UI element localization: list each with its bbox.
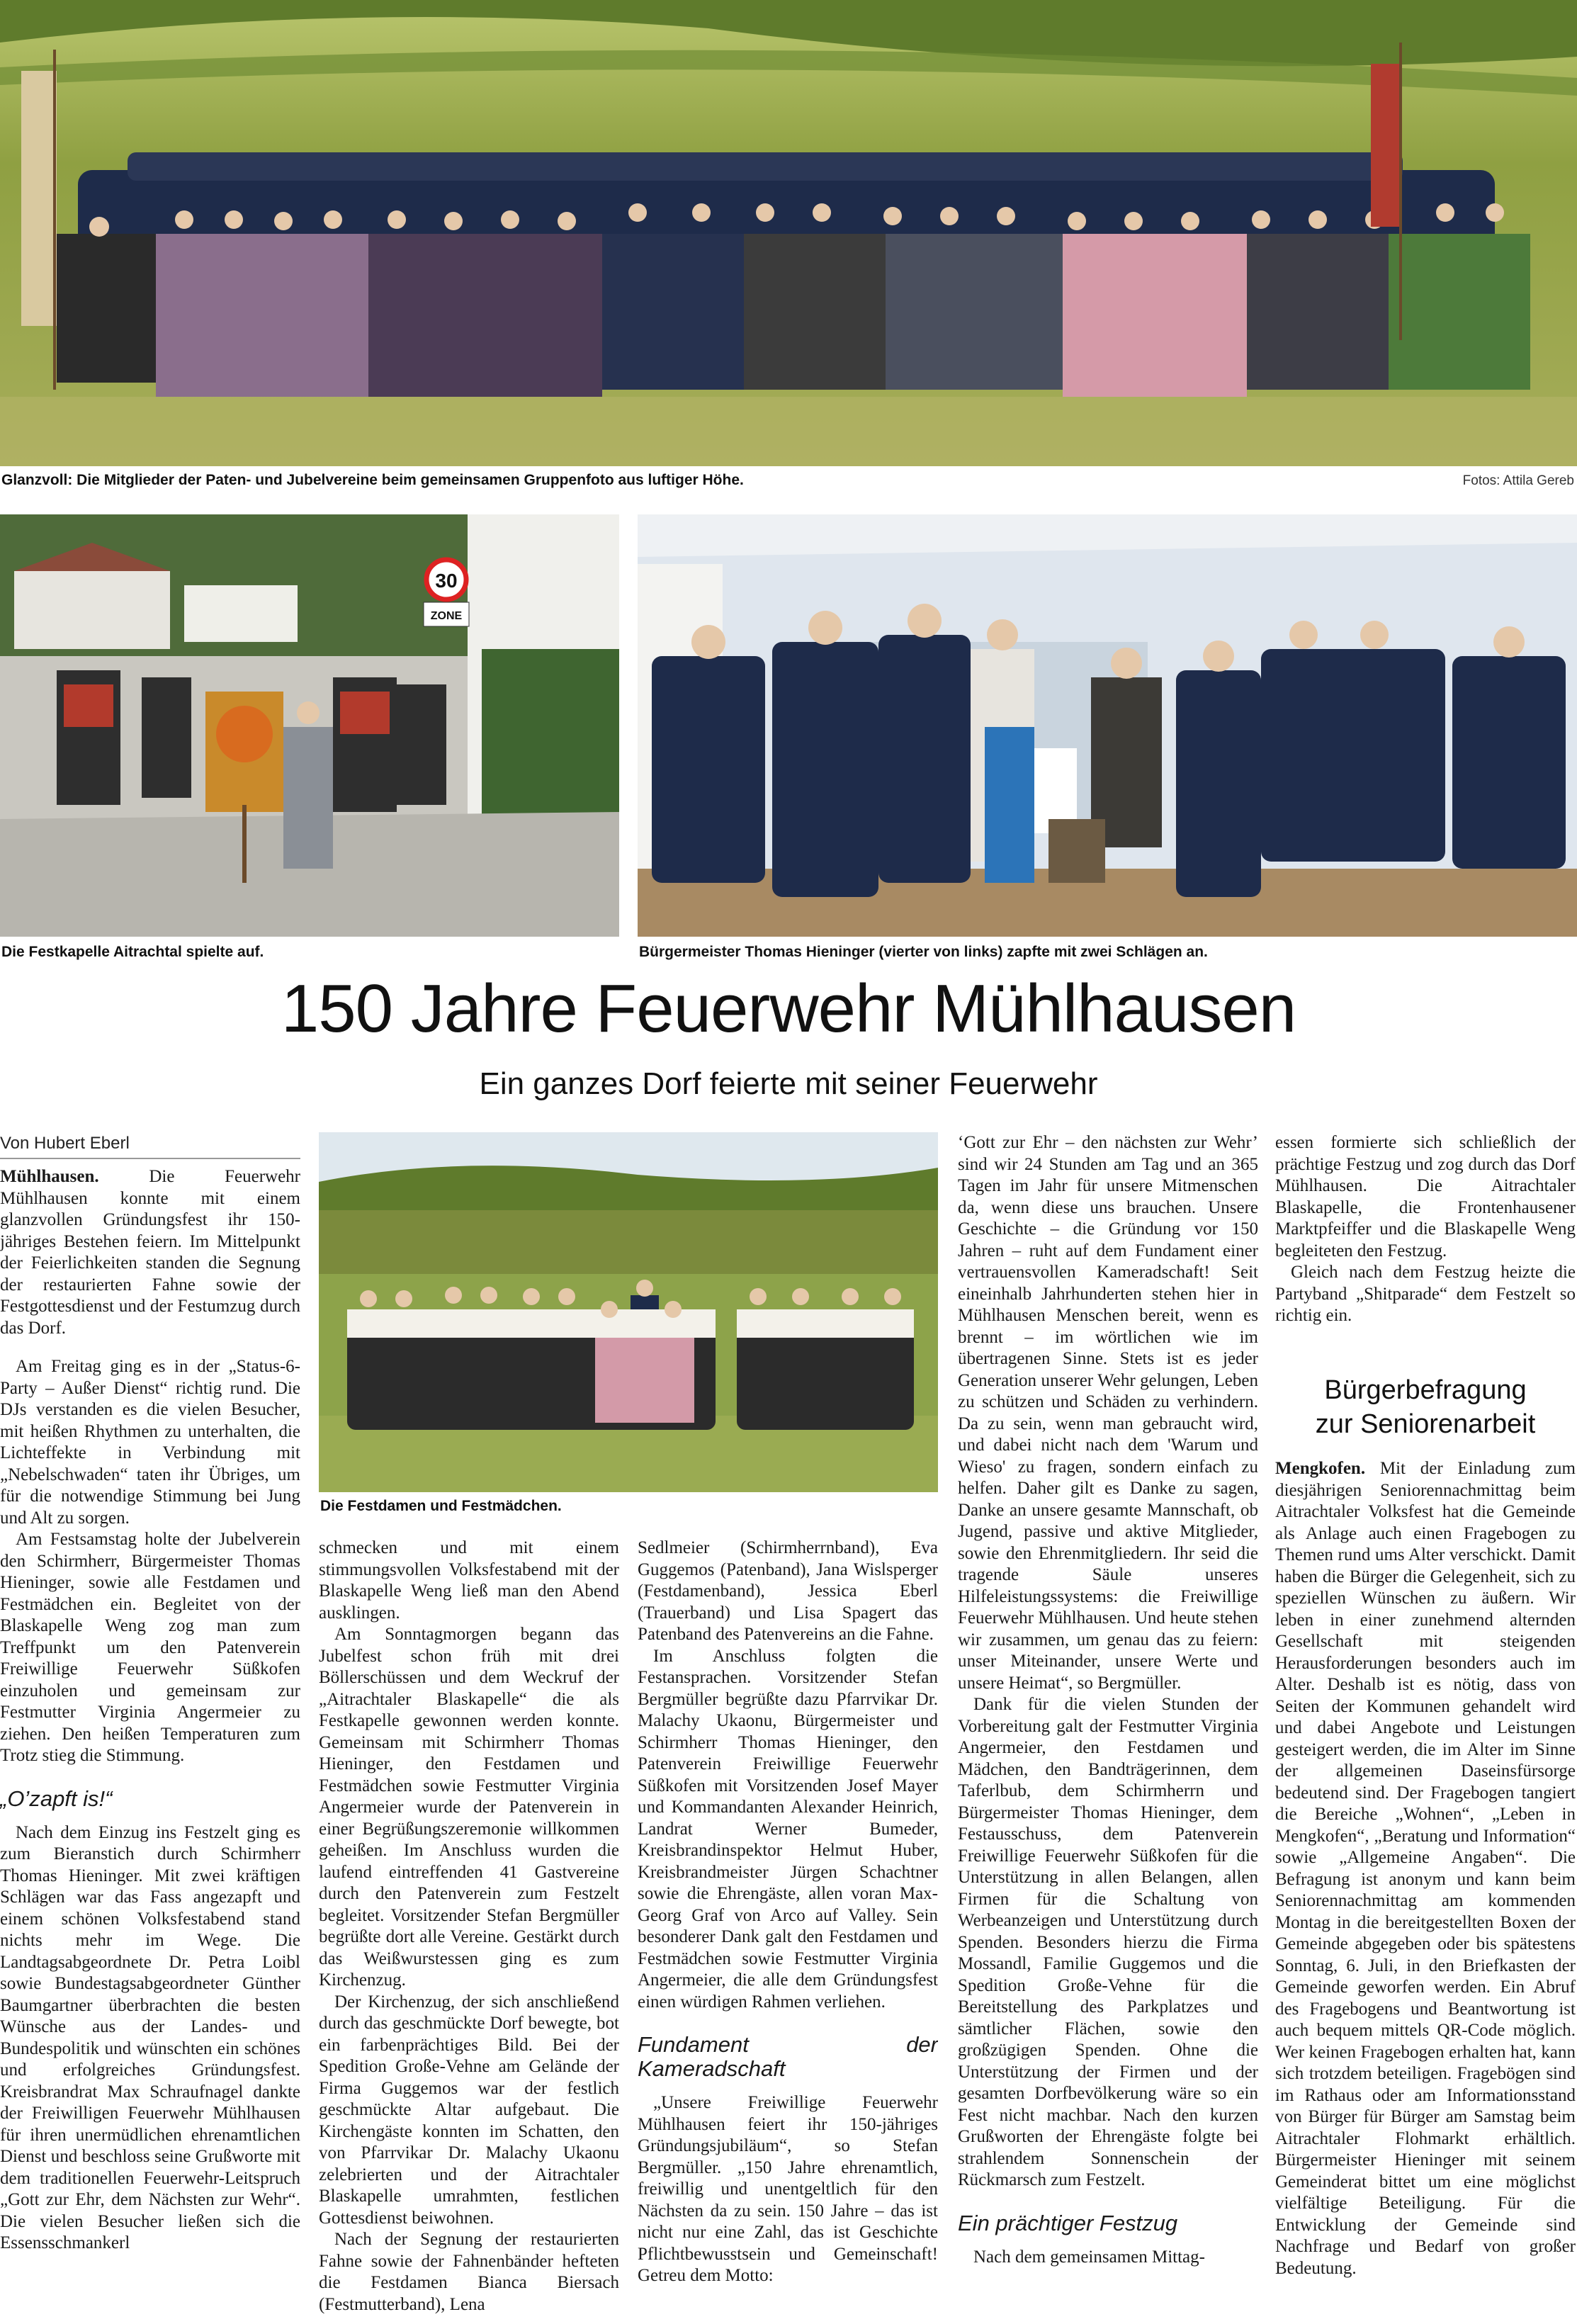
col5-paragraph-1: essen formierte sich schließlich der prächtige Festzug und zog durch das Dorf Mühlhausen. Die Aitrachtaler Blaskapelle, die Frontenhausener Marktpfeiffer und die Blaskapelle Weng begleiteten den Festzug. <box>1275 1133 1576 1260</box>
sidebar-text: Mit der Einladung zum diesjährigen Seniorennachmittag beim Aitrachtaler Volksfest hat die Gemeinde als Anlage auch einen Fragebogen zu Themen rund ums Alter verschickt. Damit haben die Bürger die Gelegenheit, sich zu speziellen Wünschen zu äußern. Wir leben in einer zunehmend alternden Gesellschaft mit steigenden Herausforderungen besonders auch im Alter. Deshalb ist es nötig, dass von Seiten der Kommunen gehandelt wird und dabei Angebote und Leistungen gesteigert werden, die im Alter im Sinne der allgemeinen Daseinsfürsorge bedeutend sind. Der Fragebogen tangiert die Bereiche „Wohnen“, „Leben in Mengkofen“, „Beratung und Information“ sowie „Allgemeine Angaben“. Die Befragung ist anonym und kann beim Seniorennachmittag am kommenden Montag in die bereitgestellten Boxen der Gemeinde abgegeben oder bis spätestens Sonntag, 6. Juli, in den Briefkasten der Gemeinde geworfen werden. Ein Abruf des Fragebogens und Beantwortung ist auch bequem mittels QR-Code möglich. Wer keinen Fragebogen erhalten hat, kann sich trotzdem beteiligen. Fragebögen sind im Rathaus oder am Informationsstand von Bürger für Bürger am Samstag beim Aitrachtaler Flohmarkt erhältlich. Bürgermeister Hieninger mit seinem Gemeinderat bittet um eine möglichst vielfältige Beteiligung. Für die Entwicklung der Gemeinde sind Nachfrage und Bedarf von großer Bedeutung. <box>1275 1459 1576 2278</box>
top-group-photo <box>0 0 1577 466</box>
article-column-3 <box>638 1538 938 2324</box>
band-photo <box>0 514 619 937</box>
sidebar-dateline: Mengkofen. <box>1275 1459 1366 1478</box>
col1-paragraph-1: Die Feuerwehr Mühlhausen konnte mit einem glanzvollen Gründungsfest ihr 150-jähriges Bestehen feiern. Im Mittelpunkt der Feierlichkeiten standen die Segnung der restaurierten Fahne sowie der Festgottesdienst und der Festumzug durch das Dorf. <box>0 1167 300 1338</box>
col4-paragraph-2: Dank für die vielen Stunden der Vorbereitung galt der Festmutter Virginia Angermeier, den Festdamen und Mädchen, den Bandträgerinnen, dem Taferlbub, dem Schirmherrn und Bürgermeister Thomas Hieninger, dem Festausschuss, dem Patenverein Freiwillige Feuerwehr Süßkofen für die Unterstützung in allen Belangen, allen Firmen für die Schaltung von Werbeanzeigen und Unterstützung durch Spenden. Besonders hierzu die Firma Mossandl, Familie Guggemos und die Spedition Große-Vehne für die Bereitstellung des Parkplatzes und sämtlicher Flächen, sowie den großzügigen Spenden. Ohne die Unterstützung der Firmen und der gesamten Dorfbevölkerung wäre so ein Fest nicht machbar. Nach den kurzen Grußworten der Ehrengäste folgte bei strahlendem Sonnenschein der Rückmarsch zum Festzelt. <box>958 1695 1258 2189</box>
article-column-4 <box>958 1132 1258 2324</box>
tapping-photo <box>638 514 1577 937</box>
col2-paragraph-4: Nach der Segnung der restaurierten Fahne sowie der Fahnenbänder hefteten die Festdamen Bianca Biersach (Festmutterband), Lena <box>319 2230 619 2314</box>
article-subheadline: Ein ganzes Dorf feierte mit seiner Feuerwehr <box>479 1066 1098 1101</box>
sidebar-body <box>1275 1458 1576 2324</box>
article-headline: 150 Jahre Feuerwehr Mühlhausen <box>281 971 1296 1047</box>
col1-paragraph-4: Nach dem Einzug ins Festzelt ging es zum Bieranstich durch Schirmherr Thomas Hieninger. Mit zwei kräftigen Schlägen war das Fass angezapft und einem schönen Volksfestabend stand nichts mehr im Wege. Die Landtagsabgeordnete Dr. Petra Loibl sowie Bundestagsabgeordneter Günther Baumgartner überbrachten die besten Wünsche aus der Landes- und Bundespolitik und wünschten ein schönes und erfolgreiches Gründungsfest. Kreisbrandrat Max Schraufnagel dankte der Freiwilligen Feuerwehr Mühlhausen für ihren unermüdlichen ehrenamtlichen Dienst und beschloss seine Grußworte mit dem traditionellen Feuerwehr-Leitspruch „Gott zur Ehr, dem Nächsten zur Wehr“. Die vielen Besucher ließen sich die Essensschmankerl <box>0 1822 300 2252</box>
subheading-festzug: Ein prächtiger Festzug <box>958 2210 1178 2235</box>
byline: Von Hubert Eberl <box>0 1134 300 1159</box>
col2-paragraph-3: Der Kirchenzug, der sich anschließend durch das geschmückte Dorf bewegte, bot ein farbenprächtiges Bild. Bei der Spedition Große-Vehne am Gelände der Firma Guggemos war der festlich geschmückte Altar aufgebaut. Die Kirchengäste konnten im Schatten, den von Pfarrvikar Dr. Malachy Ukaonu zelebrierten und der Aitrachtaler Blaskapelle umrahmten, festlichen Gottesdienst beiwohnen. <box>319 1992 619 2228</box>
col3-paragraph-1: Sedlmeier (Schirmherrnband), Eva Guggemos (Patenband), Jana Wislsperger (Festdamenband), Jessica Eberl (Trauerband) und Lisa Spagert das Patenband des Patenvereins an die Fahne. <box>638 1538 938 1644</box>
article-column-5 <box>1275 1132 1576 1345</box>
col3-paragraph-2: Im Anschluss folgten die Festansprachen. Vorsitzender Stefan Bergmüller begrüßte dazu Pfarrvikar Dr. Malachy Ukaonu, Bürgermeister und Schirmherr Thomas Hieninger, den Patenverein Freiwillige Feuerwehr Süßkofen mit Vorsitzenden Josef Mayer und Kommandanten Alexander Heinrich, Landrat Werner Bumeder, Kreisbrandinspektor Helmut Huber, Kreisbrandmeister Jürgen Schachtner sowie die Ehrengäste, allen voran Max-Georg Graf von Arco auf Valley. Sein besonderer Dank galt den Festdamen und Festmädchen sowie Festmutter Virginia Angermeier, die alle dem Gründungsfest einen würdigen Rahmen verliehen. <box>638 1646 938 2012</box>
col5-paragraph-2: Gleich nach dem Festzug heizte die Partyband „Shitparade“ dem Festzelt so richtig ein. <box>1275 1263 1576 1325</box>
subheading-ozapft: „O’zapft is!“ <box>0 1786 113 1811</box>
festdamen-photo <box>319 1132 938 1492</box>
speed-sign-value: 30 <box>435 570 458 592</box>
col4-paragraph-3: Nach dem gemeinsamen Mittag- <box>973 2247 1205 2267</box>
col1-paragraph-3: Am Festsamstag holte der Jubelverein den Schirmherr, Bürgermeister Thomas Hieninger, sowie alle Festdamen und Festmädchen ein. Begleitet von der Blaskapelle Weng zog man zum Treffpunkt um den Patenverein Freiwillige Feuerwehr Süßkofen einzuholen und gemeinsam zur Festmutter Virginia Angermeier zu ziehen. Den heißen Temperaturen zum Trotz stieg die Stimmung. <box>0 1530 300 1765</box>
subheading-fundament: Fundament der Kameradschaft <box>638 2032 938 2081</box>
col1-paragraph-2: Am Freitag ging es in der „Status-6-Party – Außer Dienst“ richtig rund. Die DJs verstanden es die vielen Besucher, mit heißen Rhythmen zu unterhalten, die Lichteffekte in Verbindung mit „Nebelschwaden“ taten ihr Übriges, um für die notwendige Stimmung bei Jung und Alt zu sorgen. <box>0 1357 300 1528</box>
sidebar-heading: Bürgerbefragung zur Seniorenarbeit <box>1315 1375 1536 1439</box>
festdamen-caption: Die Festdamen und Festmädchen. <box>320 1498 562 1514</box>
col4-paragraph-1: ‘Gott zur Ehr – den nächsten zur Wehr’ sind wir 24 Stunden am Tag und an 365 Tagen im Jahr für unsere Mitmenschen da, wenn diese uns brauchen. Unsere Geschichte – die Gründung vor 150 Jahren – ruht auf dem Fundament einer vertrauensvollen Kameradschaft! Seit eineinhalb Jahrhunderten stehen hier in Mühlhausen Menschen bereit, wenn es brennt – im wörtlichen wie im übertragenen Sinne. Stets ist es jeder Generation unserer Wehr gelungen, Leben zu schützen und Schäden zu verhindern. Da zu sein, wenn man gebraucht wird, und dabei nicht nach dem 'Warum und Wieso' zu fragen, sondern einfach zu helfen. Daher gilt es Danke zu sagen, Danke an unsere gesamte Mannschaft, ob Jugend, passive und aktive Mitglieder, sowie den Ehrenmitgliedern. Ihr seid die tragende Säule unseres Hilfeleistungssystems: die Freiwillige Feuerwehr Mühlhausen. Und heute stehen wir zusammen, um genau das zu feiern: unser Miteinander, unsere Werte und unsere Heimat“, so Bergmüller. <box>958 1133 1258 1693</box>
col2-paragraph-2: Am Sonntagmorgen begann das Jubelfest schon früh mit drei Böllerschüssen und dem Weckruf der „Aitrachtaler Blaskapelle“ die als Festkapelle gewonnen werden konnte. Gemeinsam mit Schirmherr Thomas Hieninger, den Festdamen und Festmädchen sowie Festmutter Virginia Angermeier wurde der Patenverein in einer Begrüßungszeremonie willkommen geheißen. Im Anschluss wurden die laufend eintreffenden 41 Gastvereine durch den Patenverein zum Festzelt begleitet. Vorsitzender Stefan Bergmüller begrüßte dort alle Vereine. Gestärkt durch das Weißwurstessen ging es zum Kirchenzug. <box>319 1625 619 1990</box>
top-photo-caption: Glanzvoll: Die Mitglieder der Paten- und Jubelvereine beim gemeinsamen Gruppenfoto aus luftiger Höhe. <box>1 472 744 488</box>
dateline: Mühlhausen. <box>0 1167 99 1186</box>
band-photo-caption: Die Festkapelle Aitrachtal spielte auf. <box>1 944 264 960</box>
col3-paragraph-3: „Unsere Freiwillige Feuerwehr Mühlhausen feiert ihr 150-jähriges Gründungsjubiläum“, so Stefan Bergmüller. „150 Jahre ehrenamtlich, freiwillig und unentgeltlich für den Nächsten da zu sein. 150 Jahre – das ist nicht nur eine Zahl, das ist Geschichte Pflichtbewusstsein und Gemeinschaft! Getreu dem Motto: <box>638 2093 938 2285</box>
article-column-1 <box>0 1166 300 2324</box>
tapping-photo-caption: Bürgermeister Thomas Hieninger (vierter von links) zapfte mit zwei Schlägen an. <box>639 944 1208 960</box>
col2-paragraph-1: schmecken und mit einem stimmungsvollen Volksfestabend mit der Blaskapelle Weng ließ man den Abend ausklingen. <box>319 1538 619 1623</box>
speed-sign-zone: ZONE <box>430 610 463 622</box>
photo-credit: Fotos: Attila Gereb <box>1462 473 1574 488</box>
article-column-2 <box>319 1538 619 2324</box>
